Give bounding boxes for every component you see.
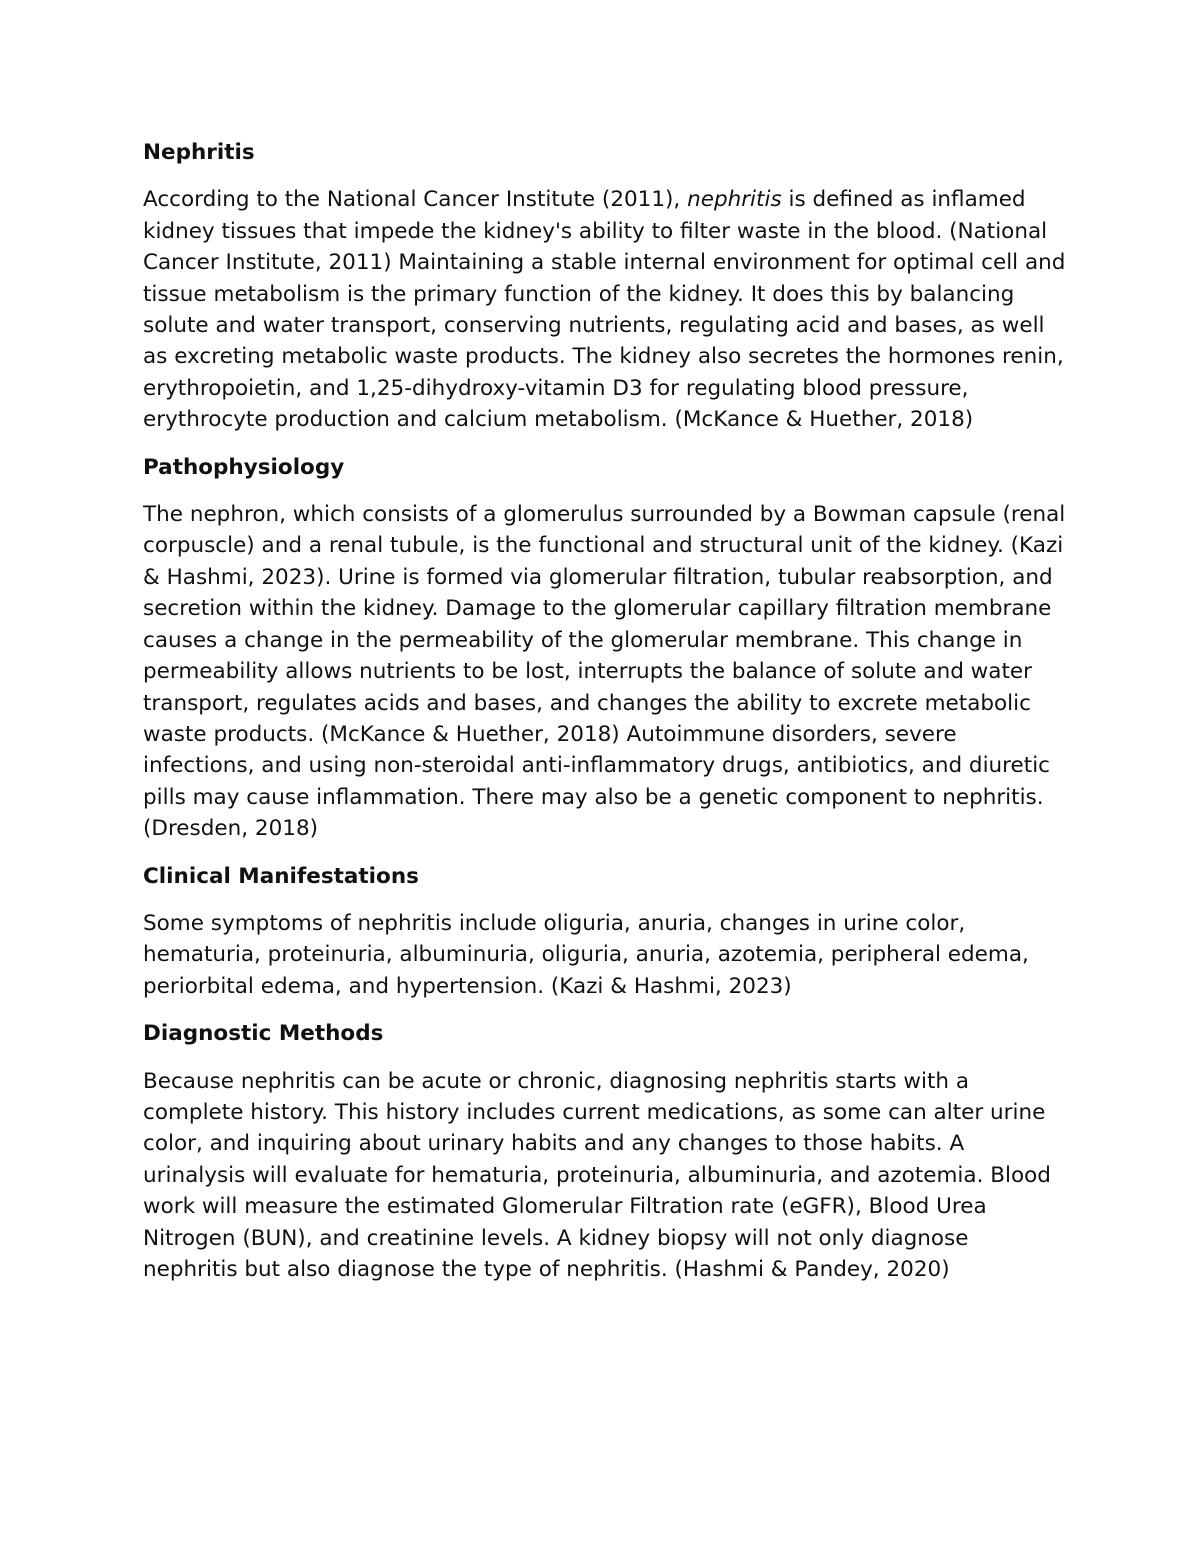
document-page <box>143 137 1068 1301</box>
section-paragraph-diagnostic-methods: Because nephritis can be acute or chronic, diagnosing nephritis starts with a complete history. This history includes current medications, as some can alter urine color, and inquiring about urinary habits and any changes to those habits. A urinalysis will evaluate for hematuria, proteinuria, albuminuria, and azotemia. Blood work will measure the estimated Glomerular Filtration rate (eGFR), Blood Urea Nitrogen (BUN), and creatinine levels. A kidney biopsy will not only diagnose nephritis but also diagnose the type of nephritis. (Hashmi & Pandey, 2020) <box>143 1068 1051 1282</box>
paragraph-text-before-italic: According to the National Cancer Institute (2011), <box>143 187 688 213</box>
section-paragraph-clinical-manifestations: Some symptoms of nephritis include oliguria, anuria, changes in urine color, hematuria, proteinuria, albuminuria, oliguria, anuria, azotemia, peripheral edema, periorbital edema, and hypertension. (Kazi & Hashmi, 2023) <box>143 910 1029 999</box>
section-paragraph-nephritis <box>143 184 1068 435</box>
section-heading-pathophysiology: Pathophysiology <box>143 454 345 480</box>
section-paragraph-pathophysiology: The nephron, which consists of a glomerulus surrounded by a Bowman capsule (renal corpuscle) and a renal tubule, is the functional and structural unit of the kidney. (Kazi & Hashmi, 2023). Urine is formed via glomerular filtration, tubular reabsorption, and secretion within the kidney. Damage to the glomerular capillary filtration membrane causes a change in the permeability of the glomerular membrane. This change in permeability allows nutrients to be lost, interrupts the balance of solute and water transport, regulates acids and bases, and changes the ability to excrete metabolic waste products. (McKance & Huether, 2018) Autoimmune disorders, severe infections, and using non-steroidal anti-inflammatory drugs, antibiotics, and diuretic pills may cause inflammation. There may also be a genetic component to nephritis. (Dresden, 2018) <box>143 502 1066 842</box>
section-heading-diagnostic-methods: Diagnostic Methods <box>143 1021 384 1047</box>
paragraph-italic-term: nephritis <box>687 187 782 213</box>
paragraph-text-after-italic: is defined as inflamed kidney tissues that impede the kidney's ability to filter waste in the blood. (National Cancer Institute, 2011) Maintaining a stable internal environment for optimal cell and tissue metabolism is the primary function of the kidney. It does this by balancing solute and water transport, conserving nutrients, regulating acid and bases, as well as excreting metabolic waste products. The kidney also secretes the hormones renin, erythropoietin, and 1,25-dihydroxy-vitamin D3 for regulating blood pressure, erythrocyte production and calcium metabolism. (McKance & Huether, 2018) <box>143 187 1066 433</box>
section-heading-clinical-manifestations: Clinical Manifestations <box>143 863 419 889</box>
section-heading-nephritis: Nephritis <box>143 140 255 165</box>
